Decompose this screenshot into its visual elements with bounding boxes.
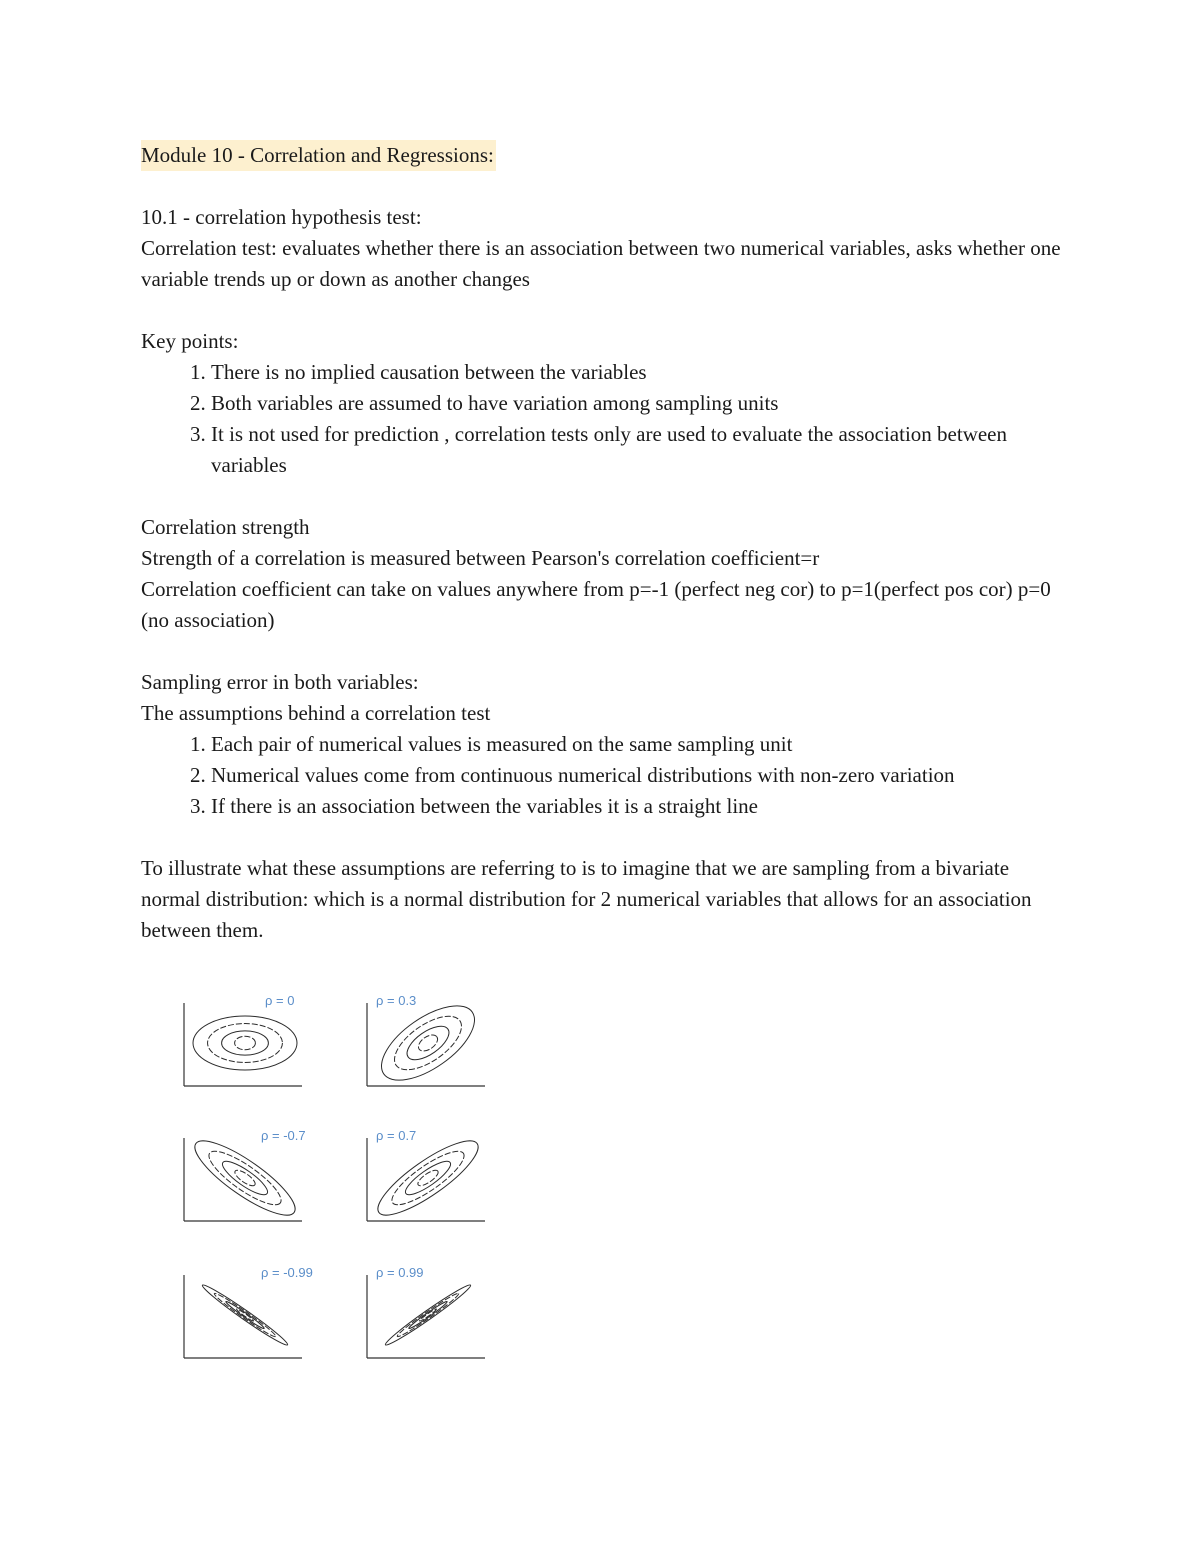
page-title: Module 10 - Correlation and Regressions:: [141, 140, 496, 171]
panel-label: ρ = 0.3: [376, 993, 417, 1008]
contour-ring: [225, 1300, 266, 1330]
contour-panel-rho-neg-0.99: [183, 1257, 323, 1357]
contour-panel-rho-0.3: [366, 985, 506, 1085]
list-item: 3. If there is an association between the variables it is a straight line: [211, 791, 1071, 822]
list-item: 2. Both variables are assumed to have variation among sampling units: [211, 388, 1071, 419]
section-heading: 10.1 - correlation hypothesis test:: [141, 205, 422, 229]
contour-panel-rho-neg-0.7: [183, 1120, 323, 1220]
document-body: [141, 140, 1071, 946]
panel-label: ρ = 0: [265, 993, 295, 1008]
panel-label: ρ = 0.7: [376, 1128, 417, 1143]
contour-ring: [203, 1143, 288, 1213]
sampling-subheading: The assumptions behind a correlation test: [141, 701, 491, 725]
contour-panel-rho-0: [183, 985, 323, 1085]
contour-panel-rho-0.7: [366, 1120, 506, 1220]
contour-ring: [186, 1130, 304, 1227]
list-item: 2. Numerical values come from continuous numerical distributions with non-zero variation: [211, 760, 1071, 791]
key-points-heading: Key points:: [141, 329, 239, 353]
contour-ring: [235, 1036, 256, 1050]
contour-panel-rho-0.99: [366, 1257, 506, 1357]
contour-ring: [208, 1024, 283, 1063]
contour-ring: [233, 1168, 258, 1189]
contour-ring: [395, 1291, 460, 1339]
contour-ring: [416, 1168, 441, 1189]
contour-ring: [383, 1281, 473, 1348]
panel-label: ρ = -0.99: [261, 1265, 313, 1280]
panel-label: ρ = 0.99: [376, 1265, 424, 1280]
illustration-paragraph: To illustrate what these assumptions are referring to is to imagine that we are sampling from a bivariate normal distribution: which is a normal distribution for 2 numerical variables that allows for an association between them.: [141, 856, 1032, 942]
contour-ring: [408, 1300, 449, 1330]
list-item: 1. There is no implied causation between the variables: [211, 357, 1071, 388]
list-item: 3. It is not used for prediction , correlation tests only are used to evaluate the association between variables: [211, 419, 1071, 481]
sampling-heading: Sampling error in both variables:: [141, 670, 419, 694]
key-points-list: [141, 357, 1071, 481]
intro-paragraph: Correlation test: evaluates whether there is an association between two numerical variables, asks whether one variable trends up or down as another changes: [141, 236, 1061, 291]
contour-ring: [386, 1143, 471, 1213]
panel-label: ρ = -0.7: [261, 1128, 306, 1143]
assumptions-list: [141, 729, 1071, 822]
strength-line-1: Strength of a correlation is measured between Pearson's correlation coefficient=r: [141, 546, 820, 570]
contour-ring: [193, 1016, 297, 1070]
bivariate-normal-figure: [150, 985, 580, 1385]
contour-ring: [212, 1291, 277, 1339]
contour-ring: [222, 1031, 269, 1055]
strength-line-2: Correlation coefficient can take on values anywhere from p=-1 (perfect neg cor) to p=1(perfect pos cor) p=0 (no association): [141, 577, 1051, 632]
strength-heading: Correlation strength: [141, 515, 310, 539]
list-item: 1. Each pair of numerical values is measured on the same sampling unit: [211, 729, 1071, 760]
contour-ring: [369, 1130, 487, 1227]
contour-ring: [386, 1006, 470, 1080]
contour-ring: [200, 1281, 290, 1348]
contour-ring: [402, 1020, 455, 1066]
